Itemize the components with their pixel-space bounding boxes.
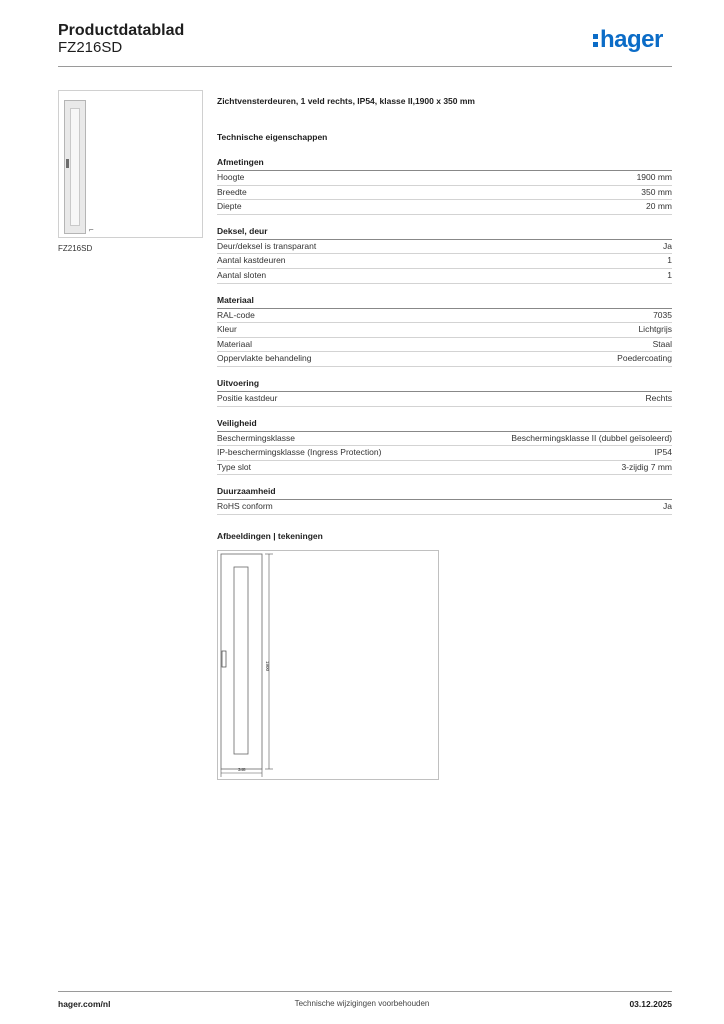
viewing-window (70, 108, 80, 226)
product-thumbnail (58, 90, 203, 238)
section-title: Materiaal (217, 295, 672, 309)
spec-label: Positie kastdeur (217, 392, 278, 403)
spec-value: IP54 (654, 447, 672, 458)
spec-row (217, 392, 672, 407)
spec-label: Deur/deksel is transparant (217, 240, 317, 251)
product-description: Zichtvensterdeuren, 1 veld rechts, IP54, klasse II,1900 x 350 mm (217, 96, 475, 106)
door-image (64, 100, 86, 234)
spec-label: Hoogte (217, 172, 245, 182)
spec-label: Type slot (217, 461, 252, 472)
key-icon: ⌐ (89, 225, 94, 234)
spec-value: 20 mm (646, 201, 672, 212)
spec-value: Beschermingsklasse II (dubbel geïsoleerd) (511, 432, 672, 443)
footer-date: 03.12.2025 (629, 999, 672, 1009)
spec-row (217, 240, 672, 255)
footer-divider (58, 991, 672, 992)
spec-row (217, 269, 672, 284)
spec-sections (217, 157, 672, 515)
hager-logo: hager (593, 28, 663, 52)
spec-value: Rechts (645, 392, 672, 403)
door-drawing (218, 551, 438, 779)
spec-value: 1 (667, 269, 672, 280)
spec-label: Aantal kastdeuren (217, 255, 286, 266)
header-divider (58, 66, 672, 67)
section-title: Duurzaamheid (217, 486, 672, 500)
spec-label: Kleur (217, 324, 237, 335)
spec-row (217, 500, 672, 515)
tech-heading: Technische eigenschappen (217, 132, 328, 142)
spec-label: RoHS conform (217, 501, 273, 512)
footer-notice: Technische wijzigingen voorbehouden (294, 999, 430, 1008)
spec-value: Staal (652, 338, 672, 349)
spec-row (217, 171, 672, 186)
spec-label: Oppervlakte behandeling (217, 353, 312, 364)
spec-row (217, 461, 672, 476)
logo-dots-icon (593, 32, 599, 48)
spec-row (217, 352, 672, 367)
product-code: FZ216SD (58, 39, 123, 56)
spec-value: Lichtgrijs (638, 324, 672, 335)
spec-value: Poedercoating (617, 353, 672, 364)
footer-website: hager.com/nl (58, 999, 111, 1009)
spec-value: 1 (667, 255, 672, 266)
height-dimension-label: 1900 (265, 661, 270, 672)
spec-row (217, 432, 672, 447)
spec-label: Materiaal (217, 338, 252, 349)
spec-value: 3-zijdig 7 mm (621, 461, 672, 472)
spec-section (217, 295, 672, 367)
spec-label: Breedte (217, 186, 247, 197)
spec-value: 1900 mm (636, 172, 672, 182)
spec-value: 350 mm (641, 186, 672, 197)
spec-label: Beschermingsklasse (217, 432, 295, 443)
spec-label: Diepte (217, 201, 242, 212)
spec-value: 7035 (653, 309, 672, 320)
spec-section (217, 378, 672, 407)
spec-row (217, 446, 672, 461)
spec-row (217, 200, 672, 215)
spec-value: Ja (663, 240, 672, 251)
section-title: Deksel, deur (217, 226, 672, 240)
spec-label: RAL-code (217, 309, 255, 320)
width-dimension-label: 348 (238, 767, 246, 772)
images-title: Afbeeldingen | tekeningen (217, 531, 323, 541)
section-title: Uitvoering (217, 378, 672, 392)
door-handle (66, 159, 69, 168)
spec-row (217, 338, 672, 353)
spec-label: IP-beschermingsklasse (Ingress Protection) (217, 447, 382, 458)
spec-section (217, 226, 672, 284)
thumbnail-caption: FZ216SD (58, 244, 93, 253)
spec-section (217, 157, 672, 215)
spec-row (217, 309, 672, 324)
spec-row (217, 186, 672, 201)
spec-label: Aantal sloten (217, 269, 267, 280)
spec-section (217, 486, 672, 515)
specification-content (217, 96, 672, 526)
spec-row (217, 254, 672, 269)
section-title: Veiligheid (217, 418, 672, 432)
section-title: Afmetingen (217, 157, 672, 171)
spec-row (217, 323, 672, 338)
technical-drawing (217, 550, 439, 780)
page-title: Productdatablad (58, 22, 185, 39)
spec-value: Ja (663, 501, 672, 512)
spec-section (217, 418, 672, 476)
